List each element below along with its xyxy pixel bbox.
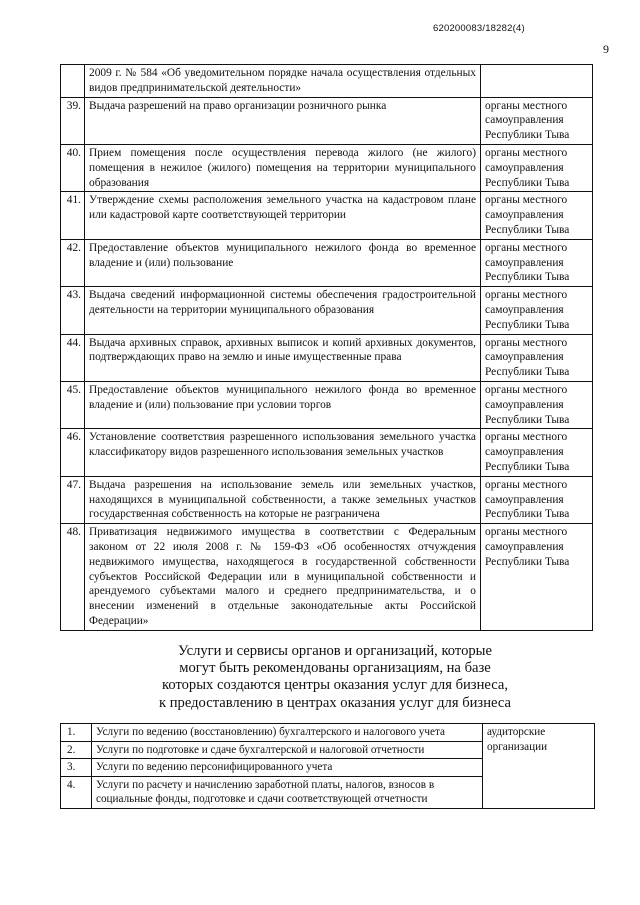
row-authority: органы местного самоуправления Республики Тыва: [481, 239, 593, 286]
row-authority: органы местного самоуправления Республики Тыва: [481, 524, 593, 631]
services-table: [60, 64, 593, 631]
row-number: 47.: [61, 476, 85, 523]
row-description: Выдача архивных справок, архивных выписок и копий архивных документов, подтверждающих право на землю и иные имущественные права: [85, 334, 481, 381]
row-description: Услуги по ведению (восстановлению) бухгалтерского и налогового учета: [92, 724, 483, 742]
row-authority: органы местного самоуправления Республики Тыва: [481, 144, 593, 191]
heading-line: могут быть рекомендованы организациям, на базе: [179, 660, 491, 677]
row-number: 40.: [61, 144, 85, 191]
row-description: Приватизация недвижимого имущества в соответствии с Федеральным законом от 22 июля 2008 г. № 159-ФЗ «Об особенностях отчуждения недвижимого имущества, находящегося в государственной собственности субъектов Российской Федерации или в муниципальной собственности и арендуемого субъектами малого и среднего предпринимательства, и о внесении изменений в отдельные законодательные акты Российской Федерации»: [85, 524, 481, 631]
table-row: [61, 144, 593, 191]
row-number: 46.: [61, 429, 85, 476]
row-description: Установление соответствия разрешенного использования земельного участка классификатору видов разрешенного использования земельных участков: [85, 429, 481, 476]
table-row: [61, 381, 593, 428]
table-row: [61, 476, 593, 523]
row-number: 42.: [61, 239, 85, 286]
row-description: Прием помещения после осуществления перевода жилого (не жилого) помещения в нежилое (жилого) помещения на территории муниципального образования: [85, 144, 481, 191]
row-description: Выдача сведений информационной системы обеспечения градостроительной деятельности на территории муниципального образования: [85, 287, 481, 334]
row-description: Выдача разрешений на право организации розничного рынка: [85, 97, 481, 144]
row-number: 43.: [61, 287, 85, 334]
row-description: Предоставление объектов муниципального нежилого фонда во временное владение и (или) пользование при условии торгов: [85, 381, 481, 428]
row-number: 45.: [61, 381, 85, 428]
row-number: 48.: [61, 524, 85, 631]
heading-line: которых создаются центры оказания услуг для бизнеса,: [161, 677, 509, 694]
row-number: 4.: [61, 776, 92, 808]
table-row: [61, 334, 593, 381]
table-row: [61, 287, 593, 334]
business-services-table: [60, 723, 595, 809]
table-row: [61, 97, 593, 144]
row-authority: органы местного самоуправления Республики Тыва: [481, 381, 593, 428]
row-authority: органы местного самоуправления Республики Тыва: [481, 192, 593, 239]
table-row: [61, 192, 593, 239]
section-heading: [150, 643, 520, 712]
document-id: 620200083/18282(4): [433, 23, 525, 34]
row-number: 41.: [61, 192, 85, 239]
row-description: Услуги по ведению персонифицированного учета: [92, 759, 483, 777]
page-number: 9: [603, 42, 609, 56]
row-number: 1.: [61, 724, 92, 742]
table-row: [61, 239, 593, 286]
row-number: 2.: [61, 741, 92, 759]
row-authority: аудиторские организации: [483, 724, 595, 809]
row-number: 39.: [61, 97, 85, 144]
table-row: [61, 65, 593, 98]
row-authority: органы местного самоуправления Республики Тыва: [481, 429, 593, 476]
row-authority: органы местного самоуправления Республики Тыва: [481, 97, 593, 144]
row-authority: органы местного самоуправления Республики Тыва: [481, 476, 593, 523]
row-description: Выдача разрешения на использование земель или земельных участков, находящихся в муниципальной собственности, а также земельных участков государственная собственность на которые не разграничена: [85, 476, 481, 523]
heading-line: к предоставлению в центрах оказания услуг для бизнеса: [159, 694, 511, 711]
row-description: 2009 г. № 584 «Об уведомительном порядке начала осуществления отдельных видов предпринимательской деятельности»: [85, 65, 481, 98]
heading-line: Услуги и сервисы органов и организаций, которые: [178, 643, 492, 659]
row-authority: органы местного самоуправления Республики Тыва: [481, 334, 593, 381]
row-authority: органы местного самоуправления Республики Тыва: [481, 287, 593, 334]
row-number: 3.: [61, 759, 92, 777]
table-row: [61, 429, 593, 476]
row-description: Услуги по расчету и начислению заработной платы, налогов, взносов в социальные фонды, подготовке и сдачи соответствующей отчетности: [92, 776, 483, 808]
row-number: 44.: [61, 334, 85, 381]
table-row: [61, 724, 595, 742]
row-description: Услуги по подготовке и сдаче бухгалтерской и налоговой отчетности: [92, 741, 483, 759]
row-description: Предоставление объектов муниципального нежилого фонда во временное владение и (или) пользование: [85, 239, 481, 286]
row-authority: [481, 65, 593, 98]
row-number: [61, 65, 85, 98]
row-description: Утверждение схемы расположения земельного участка на кадастровом плане или кадастровой карте соответствующей территории: [85, 192, 481, 239]
table-row: [61, 524, 593, 631]
